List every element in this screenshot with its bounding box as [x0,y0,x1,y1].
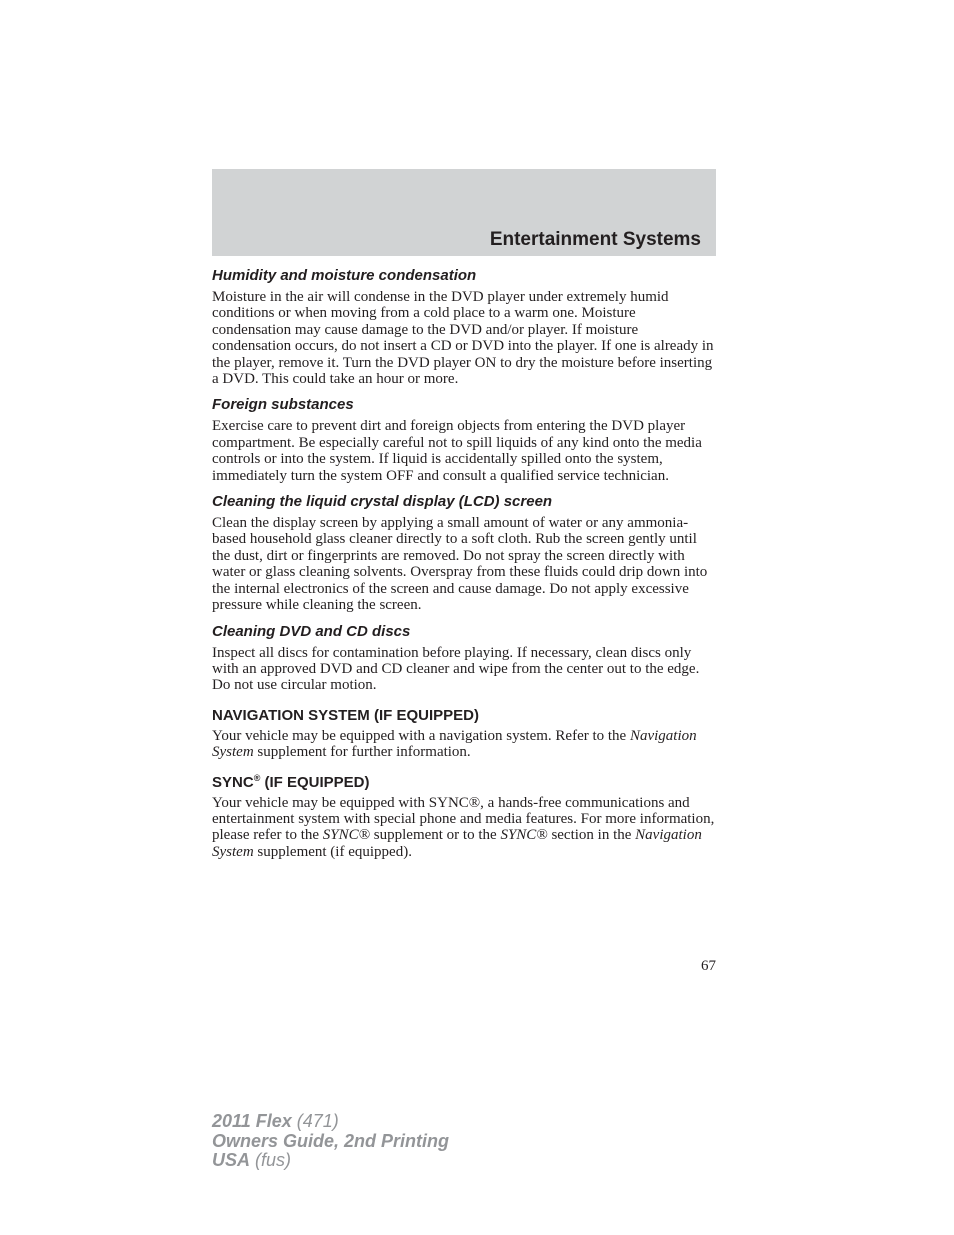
sync-text-2: supplement or to the [373,827,497,844]
navigation-text-2: supplement for further information. [257,744,471,761]
page-number: 67 [701,958,716,974]
sync-text-4: supplement (if equipped). [257,843,412,860]
footer-line-2: Owners Guide, 2nd Printing [212,1130,450,1151]
sync-italic-3: Navigation System [212,827,702,860]
section-header-band [212,169,716,256]
footer-line-3 [212,1151,449,1171]
humidity-heading: Humidity and moisture condensation [212,267,477,284]
footer [212,1112,449,1171]
sync-text-1: Your vehicle may be equipped with SYNC®, a hands-free communications and entertainment system with special phone and media features. For more information, please refer to the [212,794,715,844]
sync-heading-registered: ® [253,772,261,783]
sync-italic-2: SYNC® [500,827,548,844]
footer-market-code: (fus) [250,1150,292,1170]
foreign-substances-heading: Foreign substances [212,396,354,414]
footer-model: 2011 Flex [212,1111,292,1131]
sync-italic-1: SYNC® [322,827,371,844]
lcd-cleaning-paragraph: Clean the display screen by applying a small amount of water or any ammonia-based household glass cleaner directly to a soft cloth. Rub the screen gently until the dust, dirt or fingerprints are removed. Do not spray the screen directly with water or glass cleaning solvents. Overspray from these fluids could drip down into the internal electronics of the screen and cause damage. Do not apply excessive pressure while cleaning the screen. [212,515,708,614]
footer-model-code: (471) [291,1111,339,1131]
disc-cleaning-heading: Cleaning DVD and CD discs [212,622,411,640]
sync-paragraph [212,795,718,861]
navigation-paragraph [212,728,718,761]
sync-heading-main: SYNC [212,773,254,791]
lcd-cleaning-heading: Cleaning the liquid crystal display (LCD) screen [212,493,553,511]
navigation-heading: NAVIGATION SYSTEM (IF EQUIPPED) [212,706,479,724]
sync-heading-rest: (IF EQUIPPED) [260,773,370,791]
footer-market: USA [212,1150,251,1170]
foreign-substances-paragraph: Exercise care to prevent dirt and foreign objects from entering the DVD player compartment. Be especially careful not to spill liquids of any kind onto the media controls or into the system. If liquid is accidentally spilled onto the system, immediately turn the system OFF and consult a qualified service technician. [212,418,702,484]
sync-text-3: section in the [551,827,632,844]
humidity-paragraph: Moisture in the air will condense in the DVD player under extremely humid conditions or when moving from a cold place to a warm one. Moisture condensation may cause damage to the DVD and/or player. If moisture condensation occurs, do not insert a CD or DVD into the player. If one is already in the player, remove it. Turn the DVD player ON to dry the moisture before inserting a DVD. This could take an hour or more. [212,289,714,388]
navigation-italic-1: Navigation System [212,727,697,761]
navigation-text-1: Your vehicle may be equipped with a navigation system. Refer to the [212,727,627,744]
sync-heading [212,773,718,793]
page-content [212,266,718,868]
disc-cleaning-paragraph: Inspect all discs for contamination before playing. If necessary, clean discs only with an approved DVD and CD cleaner and wipe from the center out to the edge. Do not use circular motion. [212,644,700,694]
footer-line-1 [212,1112,449,1132]
section-title: Entertainment Systems [489,229,701,250]
